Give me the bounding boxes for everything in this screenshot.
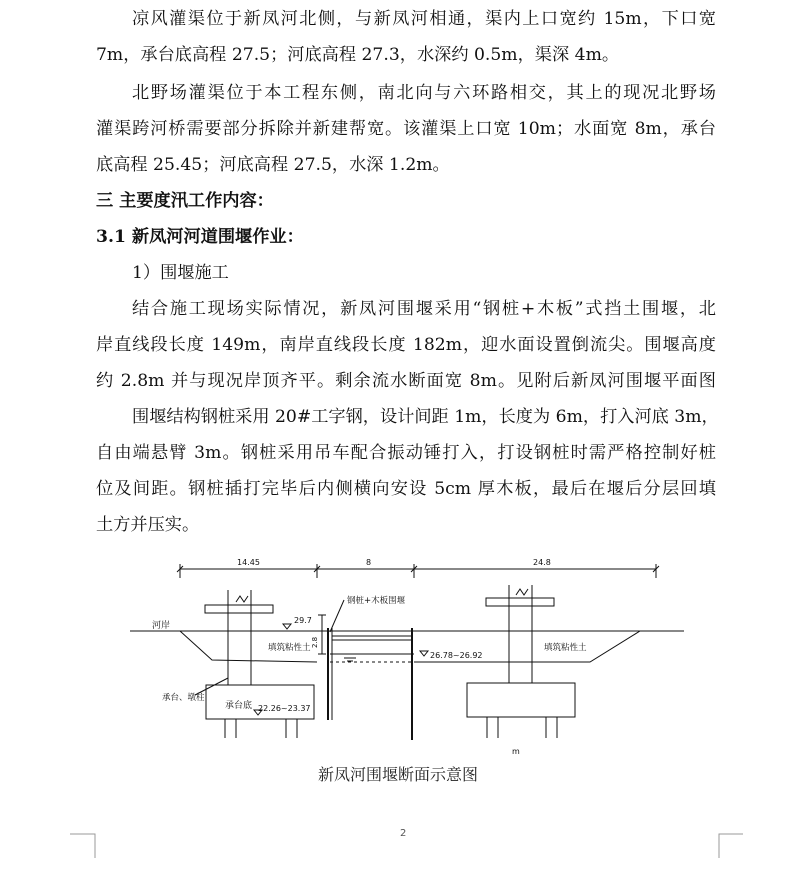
unit-label: m [512,747,520,756]
crop-mark-right [715,830,745,860]
section-heading: 三 主要度汛工作内容： [96,191,274,211]
fill-left-label: 填筑粘性土 [268,643,311,653]
height-label: 2.8 [311,636,319,648]
figure-caption: 新凤河围堰断面示意图 [318,765,479,784]
paragraph-2-line-2: 灌渠跨河桥需要部分拆除并新建帮宽。该灌渠上口宽 10m；水面宽 8m，承台 [96,119,716,139]
right-pier-cap-top [486,598,554,606]
right-pile-cap [467,683,575,717]
fill-right-label: 填筑粘性土 [544,643,587,653]
cofferdam-section-figure [0,550,794,760]
paragraph-2-line-3: 底高程 25.45；河底高程 27.5，水深 1.2m。 [96,155,450,175]
elev-top-label: 29.7 [294,616,312,625]
page-number: 2 [400,828,407,839]
left-pile-cap [206,685,314,719]
cap-elev-label: 22.26~23.37 [258,704,311,713]
paragraph-4-line-2: 自由端悬臂 3m。钢桩采用吊车配合振动锤打入，打设钢桩时需严格控制好桩 [96,443,716,463]
item-heading: 1）围堰施工 [132,263,229,283]
cap-pier-label: 承台、墩柱 [162,693,205,703]
paragraph-4-line-4: 土方并压实。 [96,515,200,535]
crop-mark-left [70,830,100,860]
paragraph-1-line-2: 7m，承台底高程 27.5；河底高程 27.3，水深约 0.5m，渠深 4m。 [96,45,620,65]
paragraph-3-line-2: 岸直线段长度 149m，南岸直线段长度 182m，迎水面设置倒流尖。围堰高度 [96,335,716,355]
paragraph-4-line-1: 围堰结构钢桩采用 20#工字钢，设计间距 1m，长度为 6m，打入河底 3m， [132,407,719,427]
dim-mid-label: 8 [366,558,372,567]
paragraph-4-line-3: 位及间距。钢桩插打完毕后内侧横向安设 5cm 厚木板，最后在堰后分层回填 [96,479,716,499]
left-pier-cap-top [205,605,273,613]
dim-right-label: 24.8 [533,558,551,567]
paragraph-3-line-1: 结合施工现场实际情况，新凤河围堰采用“钢桩+木板”式挡土围堰，北 [132,299,716,319]
paragraph-3-line-3: 约 2.8m 并与现况岸顶齐平。剩余流水断面宽 8m。见附后新凤河围堰平面图 [96,371,716,391]
bank-label: 河岸 [152,621,171,631]
cap-label: 承台底 [225,701,253,711]
pile-label: 钢桩+木板围堰 [347,596,406,606]
subsection-heading: 3.1 新凤河河道围堰作业： [96,227,304,247]
paragraph-1-line-1: 凉风灌渠位于新凤河北侧，与新凤河相通，渠内上口宽约 15m，下口宽 [132,9,716,29]
dim-left-label: 14.45 [237,558,260,567]
water-elev-label: 26.78~26.92 [430,651,483,660]
paragraph-2-line-1: 北野场灌渠位于本工程东侧，南北向与六环路相交，其上的现况北野场 [132,83,716,103]
